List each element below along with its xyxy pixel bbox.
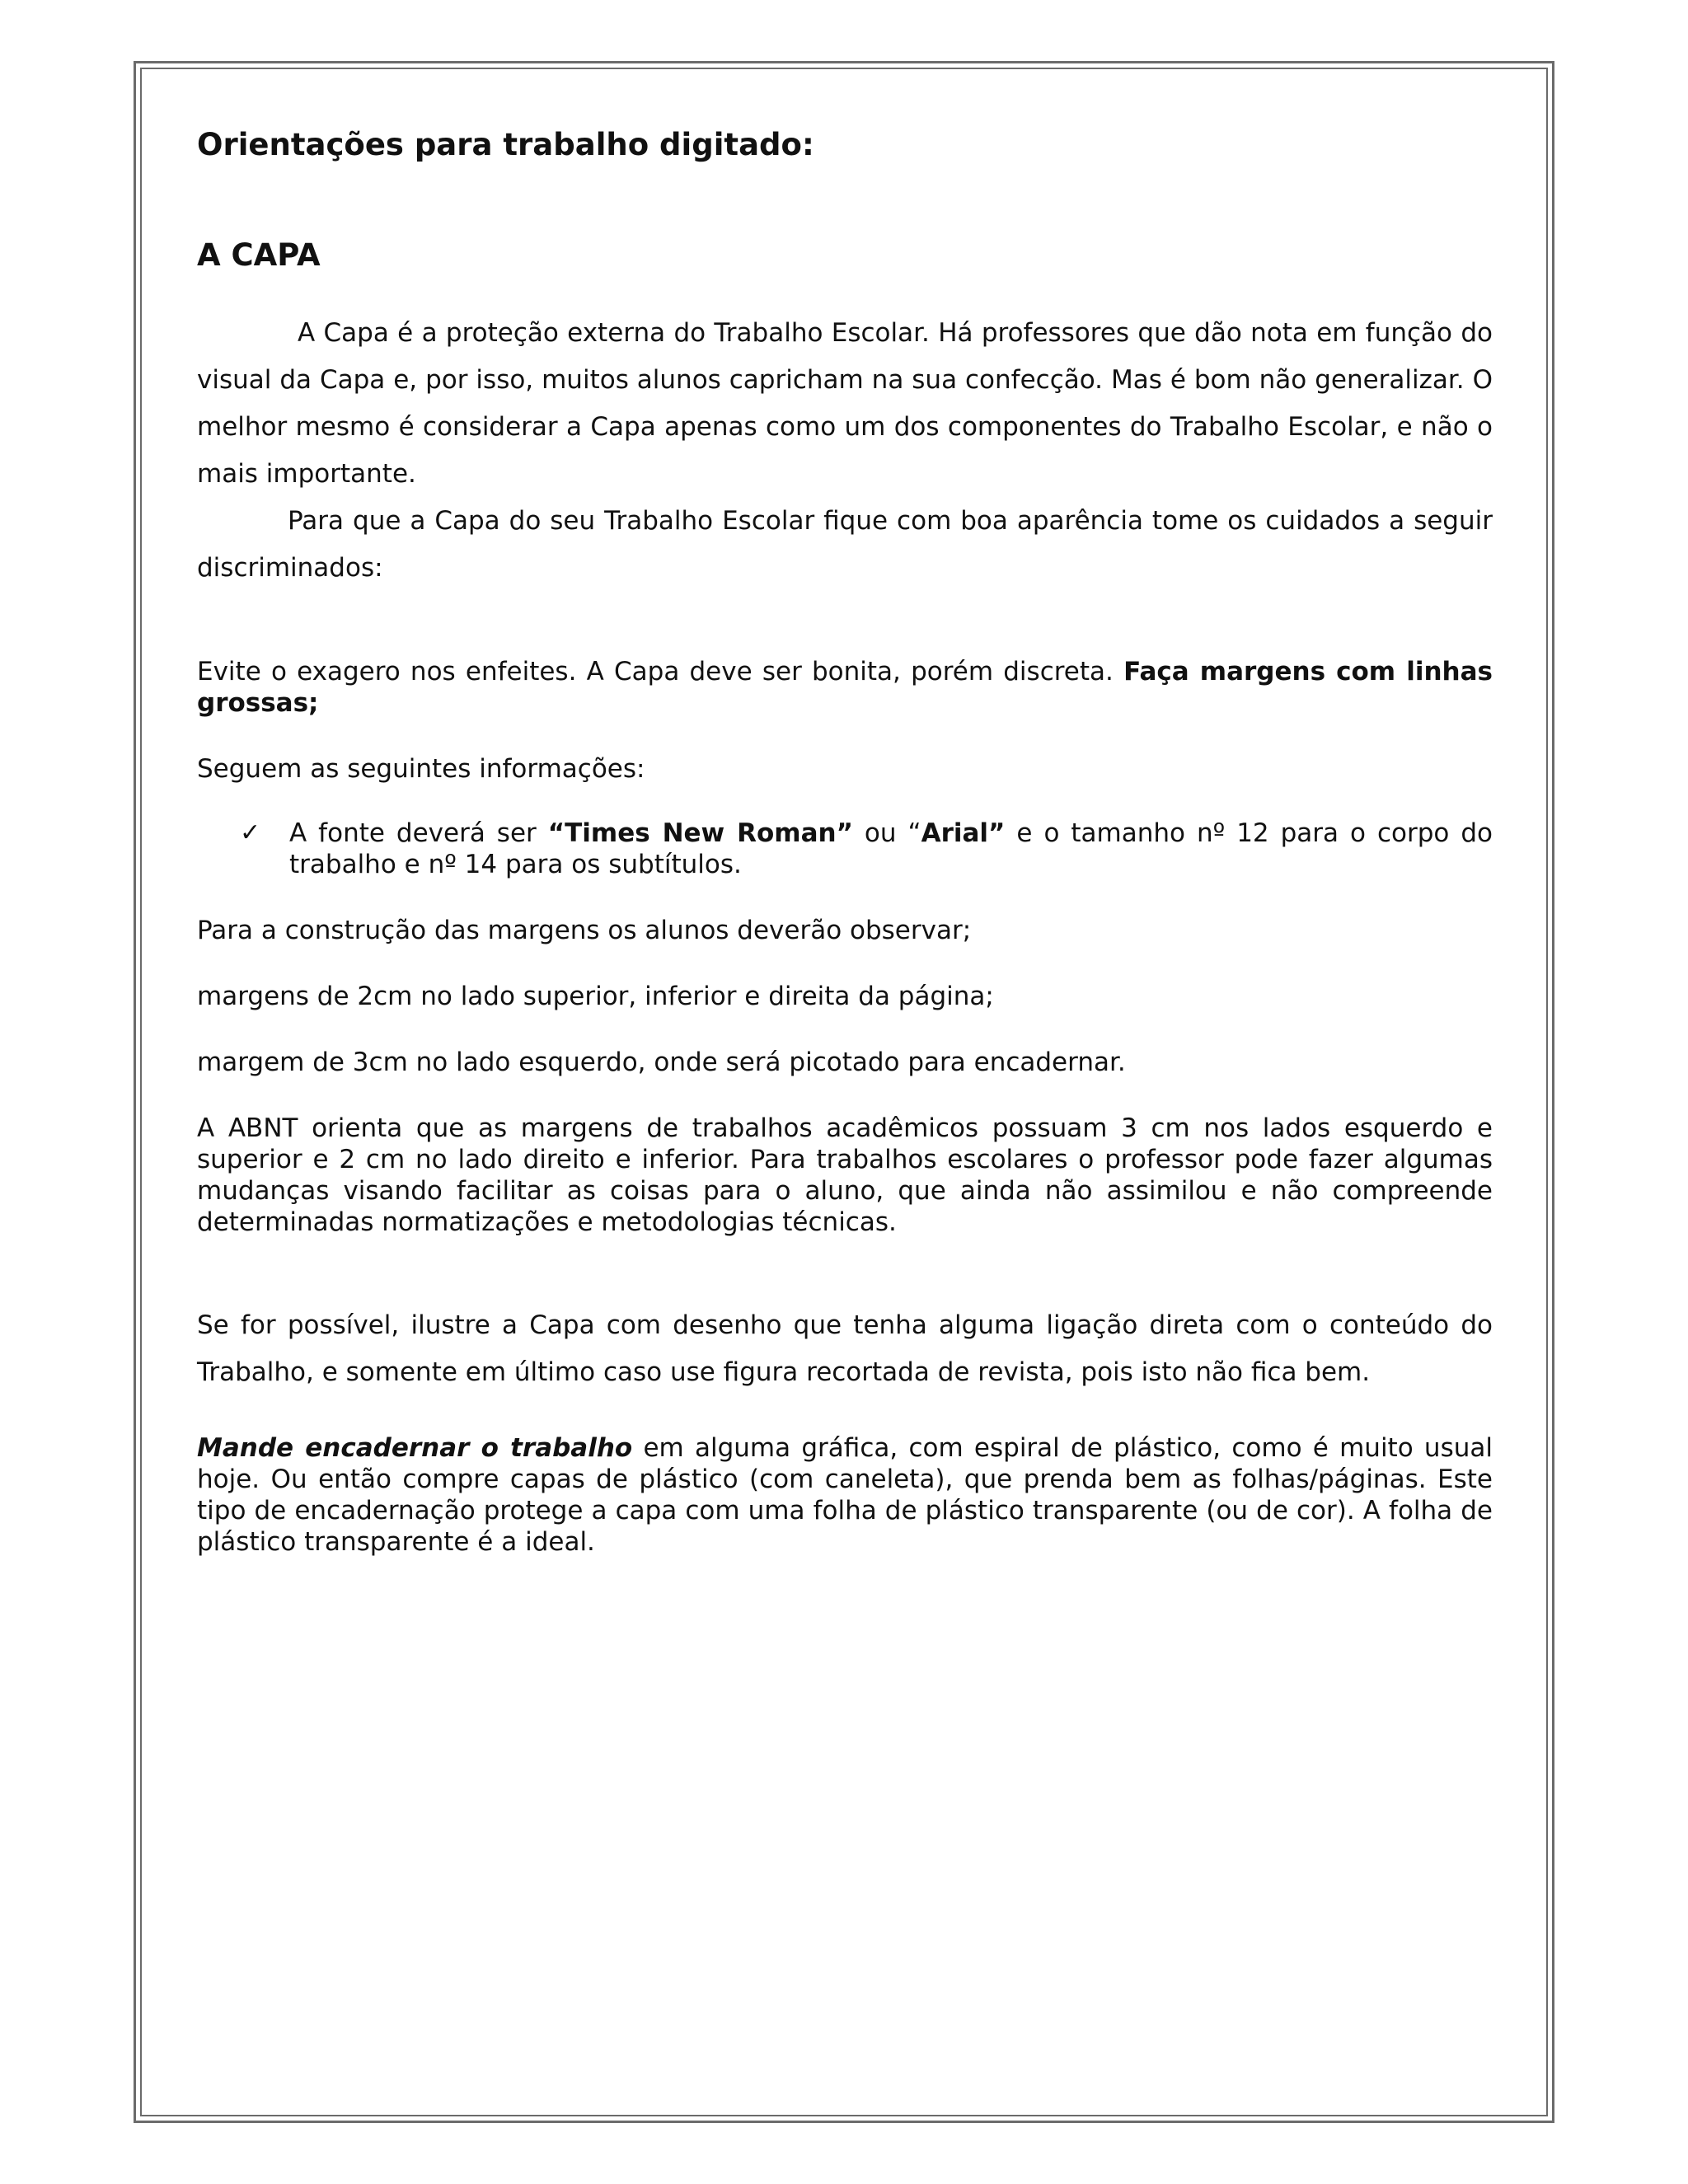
checklist-font-arial: Arial” bbox=[921, 818, 1006, 849]
checklist-text-3: e o tamanho nº 12 para o corpo do trabalho e nº 14 para os subtítulos. bbox=[289, 818, 1493, 880]
checklist-font-times: “Times New Roman” bbox=[547, 818, 853, 849]
checklist-text-2: ou “ bbox=[852, 818, 921, 849]
document-title: Orientações para trabalho digitado: bbox=[197, 127, 814, 162]
paragraph-margem-3cm: margem de 3cm no lado esquerdo, onde será picotado para encadernar. bbox=[197, 1047, 1126, 1078]
paragraph-ilustracao: Se for possível, ilustre a Capa com desenho que tenha alguma ligação direta com o conteúdo do Trabalho, e somente em último caso use figura recortada de revista, pois isto não fica bem. bbox=[197, 1310, 1493, 1388]
checklist-item-fonte bbox=[197, 818, 1493, 880]
checklist bbox=[197, 818, 1493, 880]
paragraph-encadernacao bbox=[197, 1432, 1493, 1558]
paragraph-abnt: A ABNT orienta que as margens de trabalhos acadêmicos possuam 3 cm nos lados esquerdo e superior e 2 cm no lado direito e inferior. Para trabalhos escolares o professor pode fazer algumas mudanças visando facilitar as coisas para o aluno, que ainda não assimilou e não compreende determinadas normatizações e metodologias técnicas. bbox=[197, 1113, 1493, 1238]
paragraph-capa-care: Para que a Capa do seu Trabalho Escolar fique com boa aparência tome os cuidados a seguir discriminados: bbox=[197, 506, 1493, 583]
section-title: A CAPA bbox=[197, 237, 321, 274]
paragraph-margens-intro: Para a construção das margens os alunos deverão observar; bbox=[197, 916, 972, 946]
paragraph-enfeites-emphasis: Faça margens com linhas grossas; bbox=[197, 657, 1493, 719]
paragraph-margens-2cm: margens de 2cm no lado superior, inferior e direita da página; bbox=[197, 982, 994, 1012]
checklist-text-1: A fonte deverá ser bbox=[289, 818, 548, 849]
document-body bbox=[197, 115, 1493, 1558]
paragraph-enfeites-text: Evite o exagero nos enfeites. A Capa deve ser bonita, porém discreta. bbox=[197, 657, 1124, 687]
paragraph-capa-intro: A Capa é a proteção externa do Trabalho Escolar. Há professores que dão nota em função do visual da Capa e, por isso, muitos alunos capricham na sua confecção. Mas é bom não generalizar. O melhor mesmo é considerar a Capa apenas como um dos componentes do Trabalho Escolar, e não o mais importante. bbox=[197, 318, 1493, 490]
paragraph-enfeites bbox=[197, 656, 1493, 719]
check-icon: ✓ bbox=[240, 818, 261, 848]
paragraph-informacoes: Seguem as seguintes informações: bbox=[197, 754, 645, 785]
paragraph-encadernacao-emphasis: Mande encadernar o trabalho bbox=[197, 1433, 633, 1464]
paragraph-encadernacao-text: em alguma gráfica, com espiral de plástico, como é muito usual hoje. Ou então compre capas de plástico (com caneleta), que prenda bem as folhas/páginas. Este tipo de encadernação protege a capa com uma folha de plástico transparente (ou de cor). A folha de plástico transparente é a ideal. bbox=[197, 1433, 1493, 1558]
